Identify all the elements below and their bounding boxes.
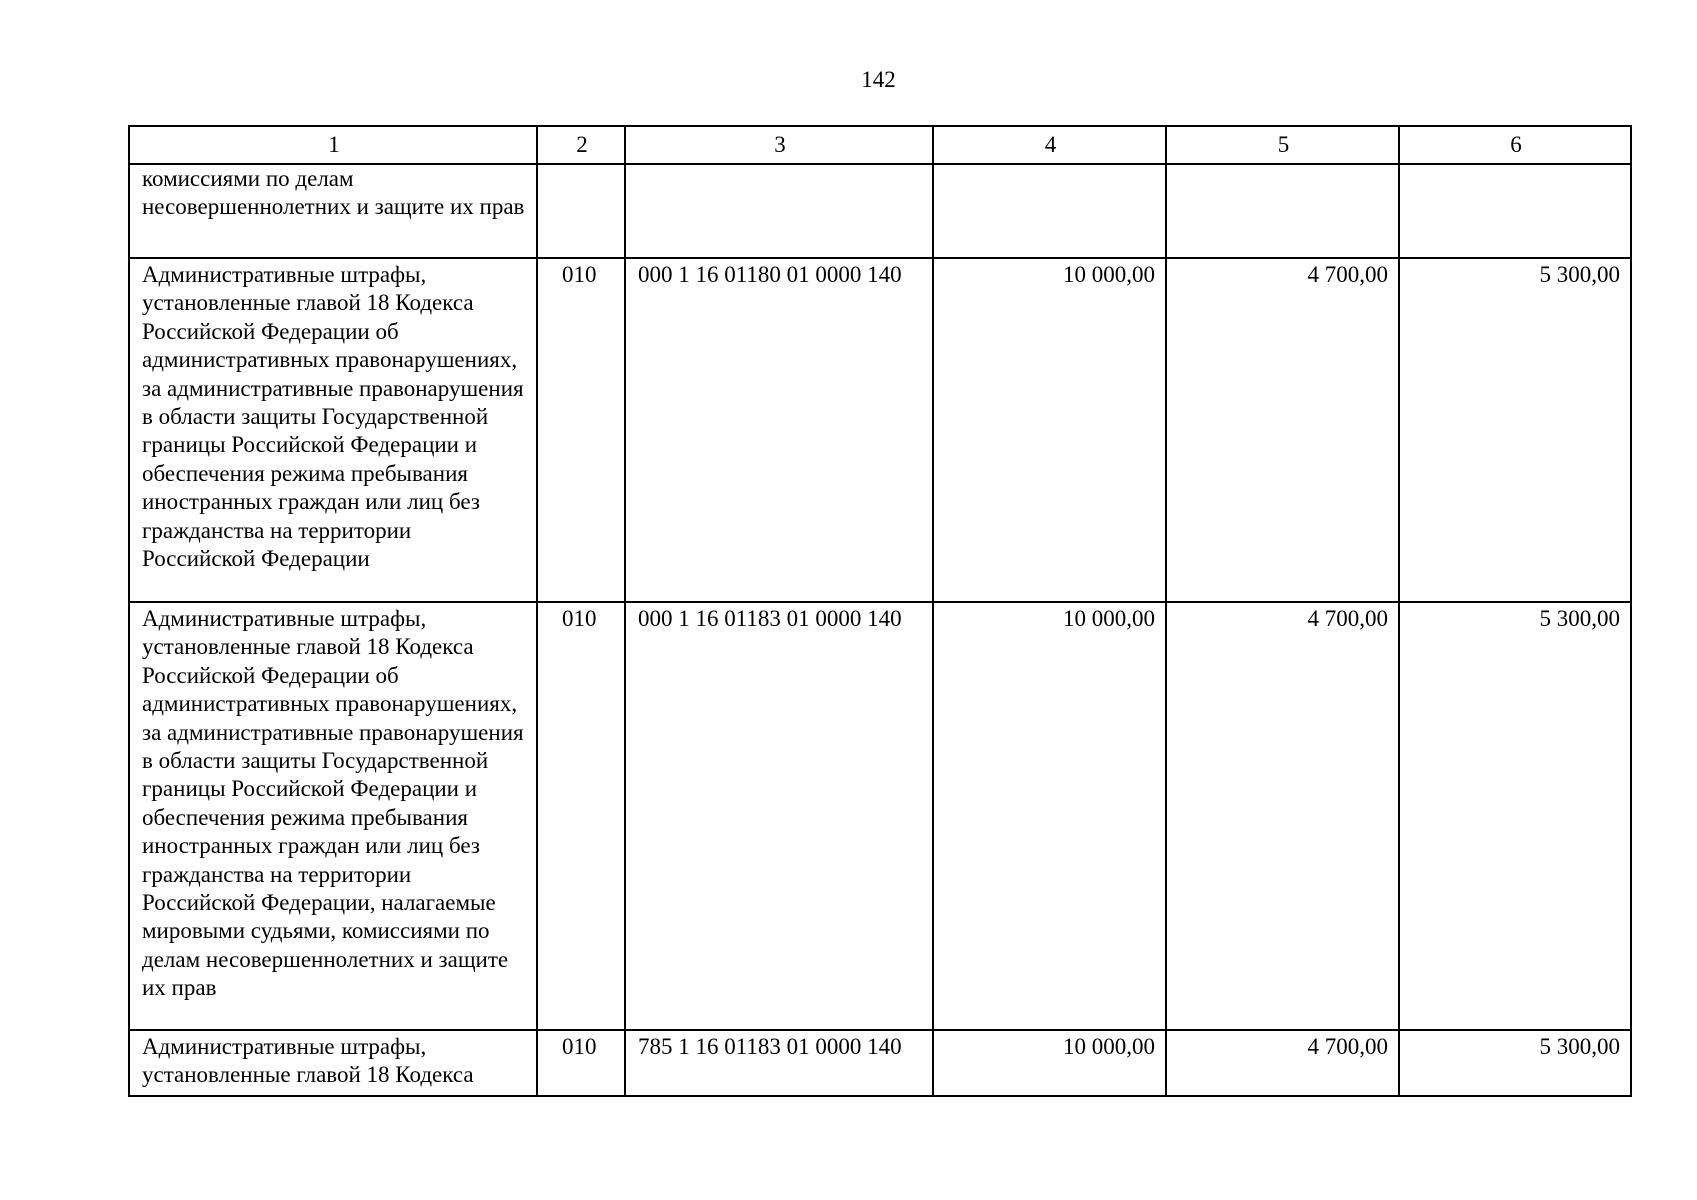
row-col6-value: 5 300,00 <box>1399 1030 1631 1096</box>
row-col5-value: 4 700,00 <box>1166 258 1399 602</box>
row-budget-code: 000 1 16 01183 01 0000 140 <box>625 602 933 1030</box>
row-line-code: 010 <box>537 258 625 602</box>
row-col6-value <box>1399 164 1631 258</box>
row-line-code: 010 <box>537 1030 625 1096</box>
row-line-code <box>537 164 625 258</box>
row-name: Административные штрафы, установленные главой 18 Кодекса <box>129 1030 537 1096</box>
column-number: 6 <box>1399 126 1631 164</box>
column-number: 3 <box>625 126 933 164</box>
row-name: Административные штрафы, установленные главой 18 Кодекса Российской Федерации об административных правонарушениях, за административные правонарушения в области защиты Государственной границы Российской Федерации и обеспечения режима пребывания иностранных граждан или лиц без гражданства на территории Российской Федерации, налагаемые мировыми судьями, комиссиями по делам несовершеннолетних и защите их прав <box>129 602 537 1030</box>
row-col6-value: 5 300,00 <box>1399 258 1631 602</box>
column-number: 1 <box>129 126 537 164</box>
column-number-row <box>129 126 1631 164</box>
budget-table <box>128 125 1632 1097</box>
row-col5-value: 4 700,00 <box>1166 1030 1399 1096</box>
row-budget-code: 000 1 16 01180 01 0000 140 <box>625 258 933 602</box>
page-number: 142 <box>861 67 896 92</box>
row-budget-code: 785 1 16 01183 01 0000 140 <box>625 1030 933 1096</box>
column-number: 2 <box>537 126 625 164</box>
row-col5-value <box>1166 164 1399 258</box>
table-row <box>129 1030 1631 1096</box>
row-line-code: 010 <box>537 602 625 1030</box>
row-col4-value: 10 000,00 <box>933 258 1166 602</box>
column-number: 4 <box>933 126 1166 164</box>
row-col4-value <box>933 164 1166 258</box>
row-col4-value: 10 000,00 <box>933 1030 1166 1096</box>
table-row <box>129 602 1631 1030</box>
column-number: 5 <box>1166 126 1399 164</box>
table-row <box>129 164 1631 258</box>
row-name: Административные штрафы, установленные главой 18 Кодекса Российской Федерации об административных правонарушениях, за административные правонарушения в области защиты Государственной границы Российской Федерации и обеспечения режима пребывания иностранных граждан или лиц без гражданства на территории Российской Федерации <box>129 258 537 602</box>
row-col6-value: 5 300,00 <box>1399 602 1631 1030</box>
row-budget-code <box>625 164 933 258</box>
row-col5-value: 4 700,00 <box>1166 602 1399 1030</box>
row-name: комиссиями по делам несовершеннолетних и защите их прав <box>129 164 537 258</box>
row-col4-value: 10 000,00 <box>933 602 1166 1030</box>
table-row <box>129 258 1631 602</box>
